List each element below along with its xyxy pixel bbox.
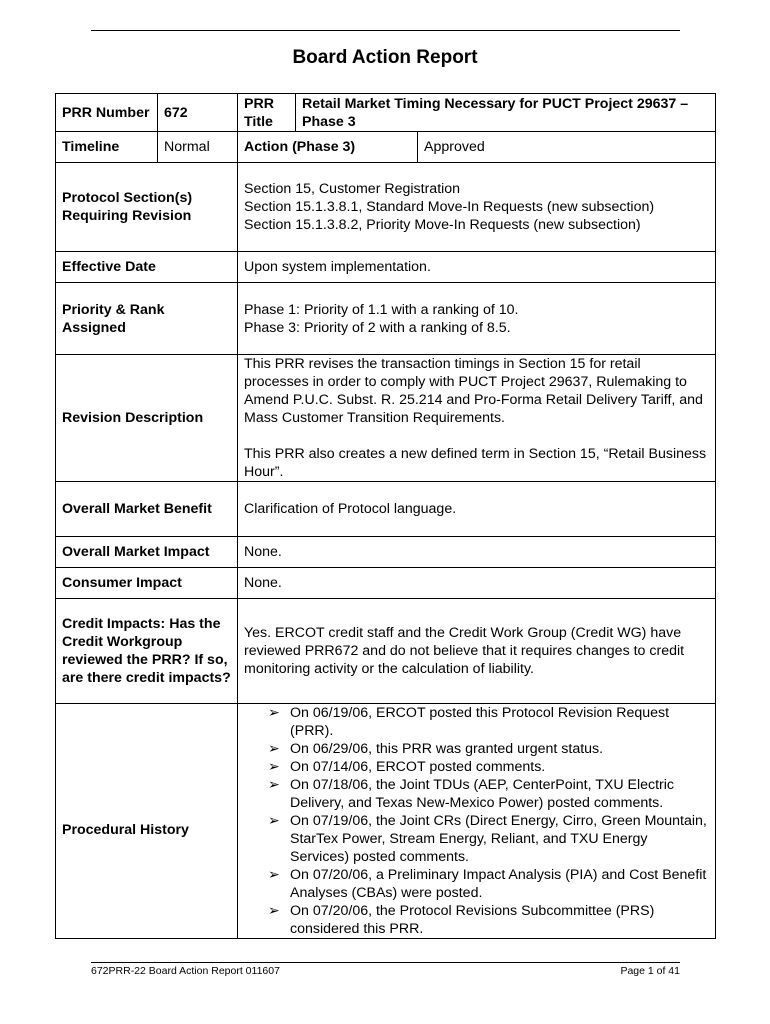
revision-description-value — [238, 355, 716, 482]
timeline-row — [56, 132, 716, 163]
action-label: Action (Phase 3) — [238, 132, 418, 163]
list-item: ➢ On 06/29/06, this PRR was granted urgent status. — [268, 741, 604, 757]
effective-date-label: Effective Date — [56, 252, 238, 283]
procedural-history-row — [56, 704, 716, 939]
list-item: ➢ On 07/19/06, the Joint CRs (Direct Energy, Cirro, Green Mountain, StarTex Power, Stream Energy, Reliant, and TXU Energy Services) posted comments. — [268, 813, 707, 865]
arrow-bullet-icon: ➢ — [268, 903, 280, 919]
market-impact-row — [56, 537, 716, 568]
list-item: ➢ On 07/20/06, a Preliminary Impact Analysis (PIA) and Cost Benefit Analyses (CBAs) were posted. — [268, 867, 707, 901]
revision-paragraph: This PRR revises the transaction timings in Section 15 for retail processes in order to comply with PUCT Project 29637, Rulemaking to Amend P.U.C. Subst. R. 25.214 and Pro-Forma Retail Delivery Tariff, and Mass Customer Transition Requirements. — [244, 356, 703, 426]
list-item: ➢ On 07/14/06, ERCOT posted comments. — [268, 759, 546, 775]
arrow-bullet-icon: ➢ — [268, 759, 280, 775]
market-impact-label: Overall Market Impact — [56, 537, 238, 568]
effective-date-value: Upon system implementation. — [238, 252, 716, 283]
footer-page-number: Page 1 of 41 — [620, 965, 680, 977]
credit-impacts-label: Credit Impacts: Has the Credit Workgroup reviewed the PRR? If so, are there credit impacts? — [56, 599, 238, 704]
priority-rank-row — [56, 283, 716, 355]
footer-rule — [91, 962, 680, 963]
consumer-impact-row — [56, 568, 716, 599]
protocol-section-line: Section 15.1.3.8.2, Priority Move-In Requests (new subsection) — [244, 217, 641, 233]
priority-line: Phase 3: Priority of 2 with a ranking of 8.5. — [244, 319, 511, 336]
priority-rank-label: Priority & Rank Assigned — [56, 283, 238, 355]
procedural-history-label: Procedural History — [56, 704, 238, 939]
procedural-history-value — [238, 704, 716, 939]
consumer-impact-label: Consumer Impact — [56, 568, 238, 599]
protocol-sections-value — [238, 163, 716, 252]
priority-rank-value — [238, 283, 716, 355]
arrow-bullet-icon: ➢ — [268, 705, 280, 721]
market-impact-value: None. — [238, 537, 716, 568]
revision-description-label: Revision Description — [56, 355, 238, 482]
prr-number-label: PRR Number — [56, 94, 158, 132]
arrow-bullet-icon: ➢ — [268, 867, 280, 883]
timeline-label: Timeline — [56, 132, 158, 163]
revision-description-row — [56, 355, 716, 482]
prr-title-value: Retail Market Timing Necessary for PUCT Project 29637 – Phase 3 — [296, 94, 716, 132]
arrow-bullet-icon: ➢ — [268, 813, 280, 829]
consumer-impact-value: None. — [238, 568, 716, 599]
revision-paragraph: This PRR also creates a new defined term in Section 15, “Retail Business Hour”. — [244, 446, 707, 480]
protocol-sections-label: Protocol Section(s) Requiring Revision — [56, 163, 238, 252]
market-benefit-row — [56, 482, 716, 537]
protocol-section-line: Section 15.1.3.8.1, Standard Move-In Requests (new subsection) — [244, 199, 655, 215]
page-title: Board Action Report — [292, 47, 478, 68]
action-value: Approved — [418, 132, 716, 163]
protocol-sections-row — [56, 163, 716, 252]
prr-title-label: PRR Title — [238, 94, 296, 132]
prr-header-row — [56, 94, 716, 132]
prr-number-value: 672 — [158, 94, 238, 132]
protocol-section-line: Section 15, Customer Registration — [244, 181, 461, 197]
footer-document-id: 672PRR-22 Board Action Report 011607 — [91, 965, 280, 977]
board-action-table — [55, 93, 716, 939]
list-item: ➢ On 07/20/06, the Protocol Revisions Subcommittee (PRS) considered this PRR. — [268, 903, 655, 937]
arrow-bullet-icon: ➢ — [268, 777, 280, 793]
timeline-value: Normal — [158, 132, 238, 163]
effective-date-row — [56, 252, 716, 283]
procedural-history-list — [244, 704, 709, 938]
market-benefit-value: Clarification of Protocol language. — [238, 482, 716, 537]
priority-line: Phase 1: Priority of 1.1 with a ranking of 10. — [244, 301, 519, 318]
list-item: ➢ On 07/18/06, the Joint TDUs (AEP, CenterPoint, TXU Electric Delivery, and Texas New-Mexico Power) posted comments. — [268, 777, 675, 811]
list-item: ➢ On 06/19/06, ERCOT posted this Protocol Revision Request (PRR). — [268, 705, 670, 739]
arrow-bullet-icon: ➢ — [268, 741, 280, 757]
market-benefit-label: Overall Market Benefit — [56, 482, 238, 537]
top-rule — [91, 30, 680, 31]
credit-impacts-row — [56, 599, 716, 704]
credit-impacts-value: Yes. ERCOT credit staff and the Credit Work Group (Credit WG) have reviewed PRR672 and do not believe that it requires changes to credit monitoring activity or the calculation of liability. — [238, 599, 716, 704]
